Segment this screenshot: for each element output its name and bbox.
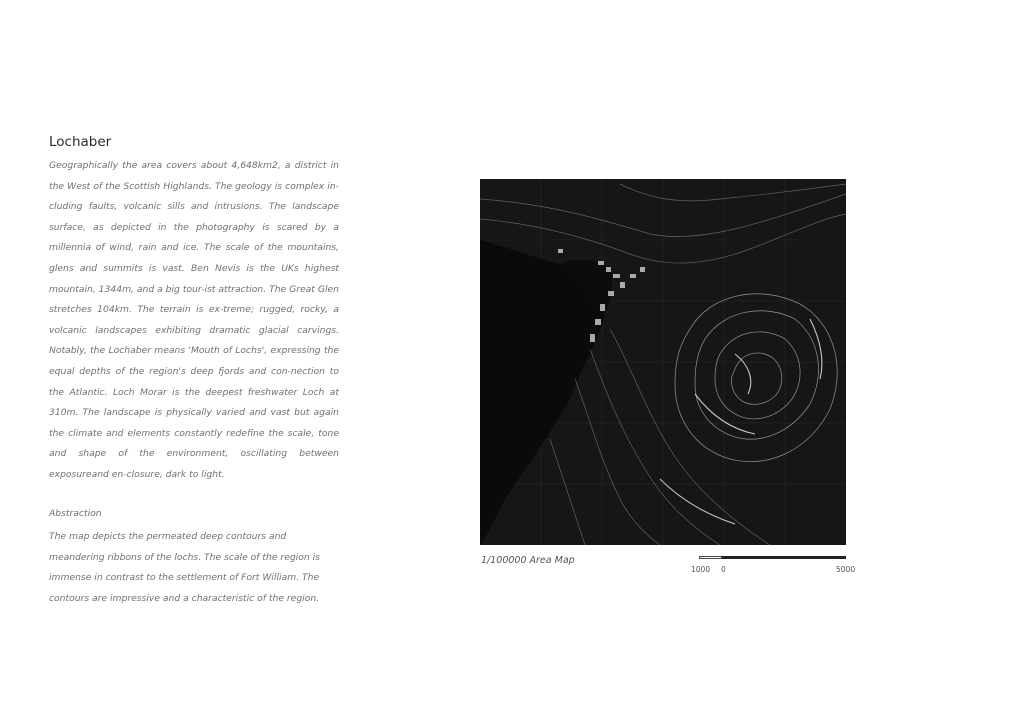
- scale-label-0: 0: [721, 565, 726, 574]
- scale-label-5000: 5000: [836, 565, 856, 574]
- scale-label-1000: 1000: [691, 565, 711, 574]
- section-body-text: Geographically the area covers about 4,648km2, a district in the West of the Scottish Highlands. The geology is complex in-cluding faults, volcanic sills and intrusions. The landscape surface, as depicted in the photography is scared by a millennia of wind, rain and ice. The scale of the mountains, glens and summits is vast. Ben Nevis is the UKs highest mountain, 1344m, and a big tour-ist attraction. The Great Glen stretches 104km. The terrain is ex-treme; rugged, rocky, a volcanic landscapes exhibiting dramatic glacial carvings. Notably, the Lochaber means 'Mouth of Lochs', expressing the equal depths of the region's deep fjords and con-nection to the Atlantic. Loch Morar is the deepest freshwater Loch at 310m. The landscape is physically varied and vast but again the climate and elements constantly redefine the scale, tone and shape of the environment, oscillating between exposureand en-closure, dark to light.: [49, 160, 339, 480]
- abstraction-heading: Abstraction: [49, 508, 102, 519]
- scale-bar-black-segment: [722, 556, 846, 559]
- scale-bar: [699, 556, 847, 560]
- scale-bar-white-segment: [699, 556, 722, 559]
- area-map-image: [480, 179, 846, 545]
- map-caption: 1/100000 Area Map: [481, 555, 575, 566]
- section-title: Lochaber: [49, 134, 112, 150]
- abstraction-body-text: The map depicts the permeated deep contours and meandering ribbons of the lochs. The scale of the region is immense in contrast to the settlement of Fort William. The contours are impressive and a characteristic of the region.: [49, 531, 320, 604]
- contour-map-graphic: [480, 179, 846, 545]
